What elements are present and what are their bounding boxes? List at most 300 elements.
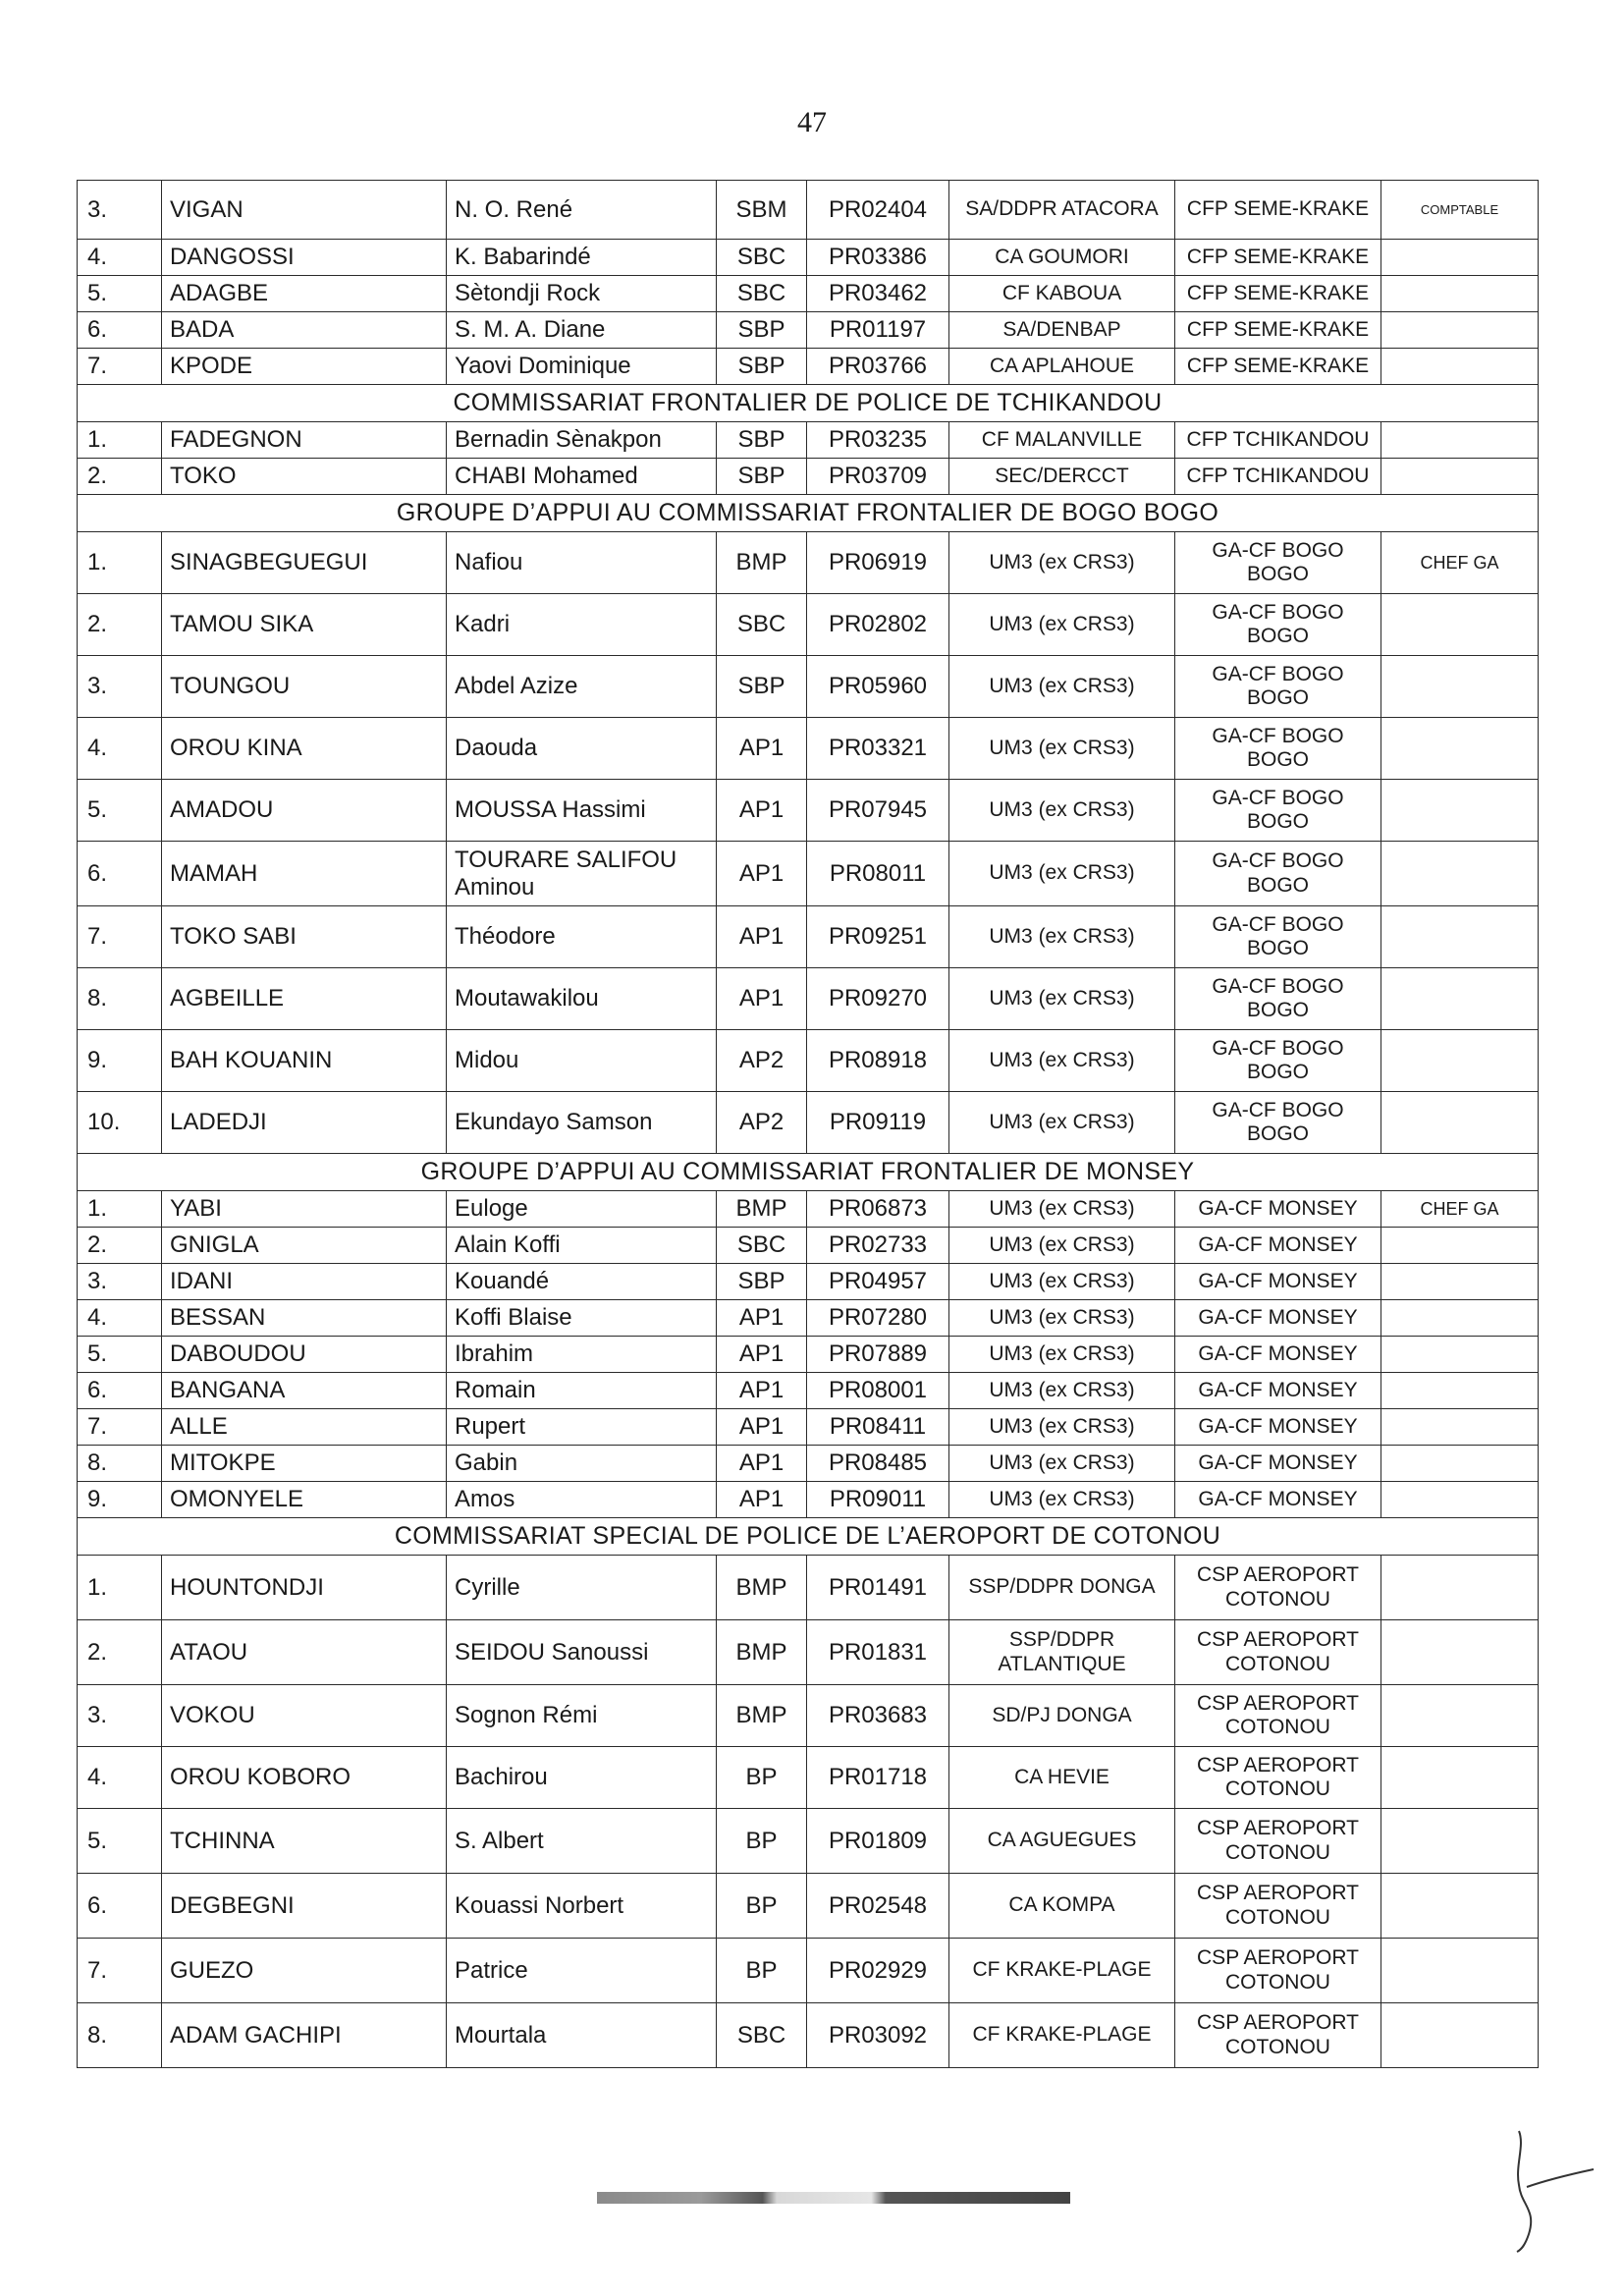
- grade-cell: SBC: [717, 2003, 807, 2068]
- first-names-cell: Koffi Blaise: [447, 1300, 717, 1337]
- registration-number-cell: PR03321: [807, 718, 949, 780]
- observation-cell: [1381, 422, 1539, 459]
- table-row: [78, 1264, 1539, 1300]
- assignment-cell: CSP AEROPORT COTONOU: [1175, 1556, 1381, 1620]
- table-row: [78, 1939, 1539, 2003]
- registration-number-cell: PR09119: [807, 1092, 949, 1154]
- origin-unit-cell: CF KABOUA: [949, 276, 1175, 312]
- table-row: [78, 718, 1539, 780]
- table-row: [78, 1337, 1539, 1373]
- registration-number-cell: PR02929: [807, 1939, 949, 2003]
- last-name-cell: HOUNTONDJI: [162, 1556, 447, 1620]
- assignment-cell: CSP AEROPORT COTONOU: [1175, 1809, 1381, 1874]
- first-names-cell: Rupert: [447, 1409, 717, 1446]
- registration-number-cell: PR02404: [807, 181, 949, 240]
- origin-unit-cell: UM3 (ex CRS3): [949, 1300, 1175, 1337]
- section-title: GROUPE D’APPUI AU COMMISSARIAT FRONTALIER DE BOGO BOGO: [78, 495, 1539, 532]
- first-names-cell: K. Babarindé: [447, 240, 717, 276]
- grade-cell: SBC: [717, 1228, 807, 1264]
- table-row: [78, 1092, 1539, 1154]
- assignment-cell: GA-CF BOGO BOGO: [1175, 656, 1381, 718]
- table-row: [78, 1685, 1539, 1747]
- grade-cell: SBP: [717, 656, 807, 718]
- row-number-cell: 10.: [78, 1092, 162, 1154]
- origin-unit-cell: UM3 (ex CRS3): [949, 1030, 1175, 1092]
- grade-cell: SBP: [717, 349, 807, 385]
- row-number-cell: 5.: [78, 1809, 162, 1874]
- last-name-cell: AMADOU: [162, 780, 447, 842]
- grade-cell: AP1: [717, 1337, 807, 1373]
- row-number-cell: 3.: [78, 181, 162, 240]
- observation-cell: [1381, 1620, 1539, 1685]
- grade-cell: BP: [717, 1809, 807, 1874]
- section-title: COMMISSARIAT SPECIAL DE POLICE DE L’AEROPORT DE COTONOU: [78, 1518, 1539, 1556]
- last-name-cell: DANGOSSI: [162, 240, 447, 276]
- assignment-cell: GA-CF BOGO BOGO: [1175, 842, 1381, 906]
- section-title: GROUPE D’APPUI AU COMMISSARIAT FRONTALIER DE MONSEY: [78, 1154, 1539, 1191]
- table-row: [78, 1373, 1539, 1409]
- grade-cell: AP1: [717, 1300, 807, 1337]
- first-names-cell: Sètondji Rock: [447, 276, 717, 312]
- last-name-cell: VOKOU: [162, 1685, 447, 1747]
- first-names-cell: MOUSSA Hassimi: [447, 780, 717, 842]
- row-number-cell: 9.: [78, 1482, 162, 1518]
- observation-cell: [1381, 594, 1539, 656]
- origin-unit-cell: SA/DENBAP: [949, 312, 1175, 349]
- assignment-cell: CFP SEME-KRAKE: [1175, 240, 1381, 276]
- assignment-cell: GA-CF MONSEY: [1175, 1191, 1381, 1228]
- last-name-cell: OROU KOBORO: [162, 1747, 447, 1809]
- observation-cell: [1381, 842, 1539, 906]
- observation-cell: COMPTABLE: [1381, 181, 1539, 240]
- row-number-cell: 5.: [78, 1337, 162, 1373]
- personnel-roster-table: [77, 180, 1539, 2068]
- first-names-cell: Gabin: [447, 1446, 717, 1482]
- last-name-cell: ALLE: [162, 1409, 447, 1446]
- table-row: [78, 2003, 1539, 2068]
- last-name-cell: KPODE: [162, 349, 447, 385]
- last-name-cell: TOKO: [162, 459, 447, 495]
- row-number-cell: 2.: [78, 459, 162, 495]
- registration-number-cell: PR01491: [807, 1556, 949, 1620]
- assignment-cell: GA-CF BOGO BOGO: [1175, 718, 1381, 780]
- last-name-cell: LADEDJI: [162, 1092, 447, 1154]
- row-number-cell: 5.: [78, 276, 162, 312]
- assignment-cell: GA-CF MONSEY: [1175, 1300, 1381, 1337]
- last-name-cell: TOKO SABI: [162, 906, 447, 968]
- row-number-cell: 3.: [78, 656, 162, 718]
- first-names-cell: Moutawakilou: [447, 968, 717, 1030]
- origin-unit-cell: UM3 (ex CRS3): [949, 906, 1175, 968]
- roster-body: [78, 181, 1539, 2068]
- registration-number-cell: PR03683: [807, 1685, 949, 1747]
- assignment-cell: CFP SEME-KRAKE: [1175, 276, 1381, 312]
- origin-unit-cell: CF MALANVILLE: [949, 422, 1175, 459]
- first-names-cell: Daouda: [447, 718, 717, 780]
- origin-unit-cell: UM3 (ex CRS3): [949, 718, 1175, 780]
- first-names-cell: Kadri: [447, 594, 717, 656]
- grade-cell: BP: [717, 1747, 807, 1809]
- first-names-cell: Sognon Rémi: [447, 1685, 717, 1747]
- assignment-cell: GA-CF MONSEY: [1175, 1409, 1381, 1446]
- assignment-cell: GA-CF BOGO BOGO: [1175, 906, 1381, 968]
- grade-cell: BMP: [717, 1685, 807, 1747]
- table-row: [78, 1228, 1539, 1264]
- assignment-cell: CSP AEROPORT COTONOU: [1175, 1874, 1381, 1939]
- origin-unit-cell: UM3 (ex CRS3): [949, 1409, 1175, 1446]
- observation-cell: [1381, 1300, 1539, 1337]
- origin-unit-cell: UM3 (ex CRS3): [949, 842, 1175, 906]
- table-row: [78, 181, 1539, 240]
- observation-cell: [1381, 1939, 1539, 2003]
- first-names-cell: Patrice: [447, 1939, 717, 2003]
- last-name-cell: TOUNGOU: [162, 656, 447, 718]
- assignment-cell: CFP TCHIKANDOU: [1175, 459, 1381, 495]
- first-names-cell: Ekundayo Samson: [447, 1092, 717, 1154]
- last-name-cell: TAMOU SIKA: [162, 594, 447, 656]
- origin-unit-cell: SA/DDPR ATACORA: [949, 181, 1175, 240]
- grade-cell: SBC: [717, 240, 807, 276]
- assignment-cell: GA-CF BOGO BOGO: [1175, 968, 1381, 1030]
- observation-cell: [1381, 1874, 1539, 1939]
- origin-unit-cell: UM3 (ex CRS3): [949, 1446, 1175, 1482]
- first-names-cell: Bernadin Sènakpon: [447, 422, 717, 459]
- assignment-cell: CSP AEROPORT COTONOU: [1175, 1620, 1381, 1685]
- last-name-cell: BANGANA: [162, 1373, 447, 1409]
- last-name-cell: OROU KINA: [162, 718, 447, 780]
- observation-cell: [1381, 2003, 1539, 2068]
- first-names-cell: Yaovi Dominique: [447, 349, 717, 385]
- observation-cell: [1381, 1446, 1539, 1482]
- first-names-cell: Bachirou: [447, 1747, 717, 1809]
- row-number-cell: 6.: [78, 1874, 162, 1939]
- observation-cell: [1381, 312, 1539, 349]
- row-number-cell: 4.: [78, 240, 162, 276]
- registration-number-cell: PR01831: [807, 1620, 949, 1685]
- row-number-cell: 8.: [78, 968, 162, 1030]
- registration-number-cell: PR04957: [807, 1264, 949, 1300]
- grade-cell: BMP: [717, 1620, 807, 1685]
- last-name-cell: BAH KOUANIN: [162, 1030, 447, 1092]
- origin-unit-cell: CA HEVIE: [949, 1747, 1175, 1809]
- last-name-cell: AGBEILLE: [162, 968, 447, 1030]
- observation-cell: [1381, 718, 1539, 780]
- assignment-cell: CFP SEME-KRAKE: [1175, 349, 1381, 385]
- assignment-cell: CSP AEROPORT COTONOU: [1175, 1685, 1381, 1747]
- section-title: COMMISSARIAT FRONTALIER DE POLICE DE TCHIKANDOU: [78, 385, 1539, 422]
- table-row: [78, 532, 1539, 594]
- last-name-cell: MITOKPE: [162, 1446, 447, 1482]
- origin-unit-cell: CA GOUMORI: [949, 240, 1175, 276]
- section-header-row: [78, 1154, 1539, 1191]
- first-names-cell: Abdel Azize: [447, 656, 717, 718]
- table-row: [78, 1300, 1539, 1337]
- origin-unit-cell: SD/PJ DONGA: [949, 1685, 1175, 1747]
- registration-number-cell: PR08411: [807, 1409, 949, 1446]
- grade-cell: AP1: [717, 906, 807, 968]
- grade-cell: AP1: [717, 718, 807, 780]
- observation-cell: [1381, 1092, 1539, 1154]
- row-number-cell: 7.: [78, 349, 162, 385]
- scan-edge-bar: [597, 2192, 1070, 2204]
- table-row: [78, 1809, 1539, 1874]
- grade-cell: BP: [717, 1939, 807, 2003]
- first-names-cell: SEIDOU Sanoussi: [447, 1620, 717, 1685]
- observation-cell: [1381, 1482, 1539, 1518]
- table-row: [78, 1874, 1539, 1939]
- table-row: [78, 1747, 1539, 1809]
- row-number-cell: 3.: [78, 1264, 162, 1300]
- registration-number-cell: PR02802: [807, 594, 949, 656]
- grade-cell: SBP: [717, 459, 807, 495]
- first-names-cell: S. M. A. Diane: [447, 312, 717, 349]
- table-row: [78, 459, 1539, 495]
- table-row: [78, 842, 1539, 906]
- first-names-cell: Alain Koffi: [447, 1228, 717, 1264]
- row-number-cell: 7.: [78, 1939, 162, 2003]
- grade-cell: SBM: [717, 181, 807, 240]
- observation-cell: [1381, 240, 1539, 276]
- grade-cell: AP1: [717, 1373, 807, 1409]
- last-name-cell: ATAOU: [162, 1620, 447, 1685]
- section-header-row: [78, 385, 1539, 422]
- grade-cell: AP1: [717, 968, 807, 1030]
- assignment-cell: GA-CF MONSEY: [1175, 1373, 1381, 1409]
- grade-cell: BMP: [717, 532, 807, 594]
- row-number-cell: 8.: [78, 2003, 162, 2068]
- last-name-cell: DABOUDOU: [162, 1337, 447, 1373]
- grade-cell: AP1: [717, 780, 807, 842]
- observation-cell: [1381, 1685, 1539, 1747]
- assignment-cell: GA-CF MONSEY: [1175, 1228, 1381, 1264]
- grade-cell: BP: [717, 1874, 807, 1939]
- assignment-cell: GA-CF MONSEY: [1175, 1446, 1381, 1482]
- row-number-cell: 1.: [78, 1191, 162, 1228]
- observation-cell: [1381, 276, 1539, 312]
- grade-cell: SBC: [717, 276, 807, 312]
- table-row: [78, 276, 1539, 312]
- row-number-cell: 1.: [78, 532, 162, 594]
- origin-unit-cell: UM3 (ex CRS3): [949, 968, 1175, 1030]
- origin-unit-cell: UM3 (ex CRS3): [949, 1337, 1175, 1373]
- origin-unit-cell: UM3 (ex CRS3): [949, 1092, 1175, 1154]
- grade-cell: SBC: [717, 594, 807, 656]
- handwritten-signature: [1507, 2126, 1596, 2254]
- origin-unit-cell: UM3 (ex CRS3): [949, 780, 1175, 842]
- table-row: [78, 349, 1539, 385]
- last-name-cell: OMONYELE: [162, 1482, 447, 1518]
- table-row: [78, 1409, 1539, 1446]
- last-name-cell: VIGAN: [162, 181, 447, 240]
- row-number-cell: 9.: [78, 1030, 162, 1092]
- first-names-cell: Ibrahim: [447, 1337, 717, 1373]
- assignment-cell: CFP SEME-KRAKE: [1175, 312, 1381, 349]
- registration-number-cell: PR09011: [807, 1482, 949, 1518]
- assignment-cell: CSP AEROPORT COTONOU: [1175, 1939, 1381, 2003]
- first-names-cell: S. Albert: [447, 1809, 717, 1874]
- registration-number-cell: PR07945: [807, 780, 949, 842]
- origin-unit-cell: SEC/DERCCT: [949, 459, 1175, 495]
- observation-cell: [1381, 1747, 1539, 1809]
- origin-unit-cell: UM3 (ex CRS3): [949, 1191, 1175, 1228]
- observation-cell: [1381, 968, 1539, 1030]
- table-row: [78, 240, 1539, 276]
- registration-number-cell: PR05960: [807, 656, 949, 718]
- origin-unit-cell: UM3 (ex CRS3): [949, 1228, 1175, 1264]
- table-row: [78, 1030, 1539, 1092]
- observation-cell: [1381, 459, 1539, 495]
- last-name-cell: SINAGBEGUEGUI: [162, 532, 447, 594]
- grade-cell: AP1: [717, 1409, 807, 1446]
- table-row: [78, 780, 1539, 842]
- row-number-cell: 2.: [78, 594, 162, 656]
- row-number-cell: 4.: [78, 1300, 162, 1337]
- first-names-cell: TOURARE SALIFOU Aminou: [447, 842, 717, 906]
- assignment-cell: CFP SEME-KRAKE: [1175, 181, 1381, 240]
- origin-unit-cell: SSP/DDPR ATLANTIQUE: [949, 1620, 1175, 1685]
- assignment-cell: GA-CF BOGO BOGO: [1175, 532, 1381, 594]
- origin-unit-cell: UM3 (ex CRS3): [949, 656, 1175, 718]
- row-number-cell: 6.: [78, 312, 162, 349]
- table-row: [78, 422, 1539, 459]
- row-number-cell: 2.: [78, 1620, 162, 1685]
- observation-cell: [1381, 1409, 1539, 1446]
- row-number-cell: 5.: [78, 780, 162, 842]
- registration-number-cell: PR06919: [807, 532, 949, 594]
- grade-cell: SBP: [717, 422, 807, 459]
- row-number-cell: 7.: [78, 906, 162, 968]
- first-names-cell: Mourtala: [447, 2003, 717, 2068]
- observation-cell: [1381, 780, 1539, 842]
- observation-cell: [1381, 1556, 1539, 1620]
- registration-number-cell: PR03092: [807, 2003, 949, 2068]
- assignment-cell: CSP AEROPORT COTONOU: [1175, 2003, 1381, 2068]
- registration-number-cell: PR02733: [807, 1228, 949, 1264]
- observation-cell: [1381, 1373, 1539, 1409]
- last-name-cell: GUEZO: [162, 1939, 447, 2003]
- grade-cell: SBP: [717, 1264, 807, 1300]
- first-names-cell: Euloge: [447, 1191, 717, 1228]
- observation-cell: CHEF GA: [1381, 532, 1539, 594]
- table-row: [78, 656, 1539, 718]
- grade-cell: SBP: [717, 312, 807, 349]
- first-names-cell: Kouandé: [447, 1264, 717, 1300]
- last-name-cell: ADAM GACHIPI: [162, 2003, 447, 2068]
- registration-number-cell: PR01809: [807, 1809, 949, 1874]
- assignment-cell: GA-CF BOGO BOGO: [1175, 1030, 1381, 1092]
- registration-number-cell: PR03462: [807, 276, 949, 312]
- origin-unit-cell: UM3 (ex CRS3): [949, 594, 1175, 656]
- last-name-cell: ADAGBE: [162, 276, 447, 312]
- registration-number-cell: PR01718: [807, 1747, 949, 1809]
- grade-cell: AP1: [717, 1482, 807, 1518]
- observation-cell: CHEF GA: [1381, 1191, 1539, 1228]
- grade-cell: BMP: [717, 1191, 807, 1228]
- assignment-cell: GA-CF MONSEY: [1175, 1264, 1381, 1300]
- origin-unit-cell: CA AGUEGUES: [949, 1809, 1175, 1874]
- last-name-cell: DEGBEGNI: [162, 1874, 447, 1939]
- origin-unit-cell: UM3 (ex CRS3): [949, 1373, 1175, 1409]
- first-names-cell: Nafiou: [447, 532, 717, 594]
- row-number-cell: 6.: [78, 842, 162, 906]
- origin-unit-cell: CF KRAKE-PLAGE: [949, 1939, 1175, 2003]
- row-number-cell: 4.: [78, 718, 162, 780]
- origin-unit-cell: UM3 (ex CRS3): [949, 532, 1175, 594]
- first-names-cell: Théodore: [447, 906, 717, 968]
- observation-cell: [1381, 1228, 1539, 1264]
- registration-number-cell: PR02548: [807, 1874, 949, 1939]
- registration-number-cell: PR01197: [807, 312, 949, 349]
- assignment-cell: CFP TCHIKANDOU: [1175, 422, 1381, 459]
- table-row: [78, 1620, 1539, 1685]
- row-number-cell: 8.: [78, 1446, 162, 1482]
- observation-cell: [1381, 1264, 1539, 1300]
- registration-number-cell: PR09251: [807, 906, 949, 968]
- origin-unit-cell: UM3 (ex CRS3): [949, 1482, 1175, 1518]
- origin-unit-cell: SSP/DDPR DONGA: [949, 1556, 1175, 1620]
- first-names-cell: CHABI Mohamed: [447, 459, 717, 495]
- row-number-cell: 2.: [78, 1228, 162, 1264]
- first-names-cell: Cyrille: [447, 1556, 717, 1620]
- row-number-cell: 3.: [78, 1685, 162, 1747]
- registration-number-cell: PR09270: [807, 968, 949, 1030]
- row-number-cell: 1.: [78, 422, 162, 459]
- grade-cell: AP2: [717, 1030, 807, 1092]
- page-number: 47: [797, 106, 827, 138]
- registration-number-cell: PR06873: [807, 1191, 949, 1228]
- first-names-cell: Romain: [447, 1373, 717, 1409]
- assignment-cell: GA-CF MONSEY: [1175, 1337, 1381, 1373]
- registration-number-cell: PR08918: [807, 1030, 949, 1092]
- last-name-cell: FADEGNON: [162, 422, 447, 459]
- observation-cell: [1381, 1337, 1539, 1373]
- table-row: [78, 906, 1539, 968]
- assignment-cell: GA-CF BOGO BOGO: [1175, 780, 1381, 842]
- table-row: [78, 968, 1539, 1030]
- table-row: [78, 1556, 1539, 1620]
- row-number-cell: 1.: [78, 1556, 162, 1620]
- assignment-cell: GA-CF MONSEY: [1175, 1482, 1381, 1518]
- section-header-row: [78, 495, 1539, 532]
- assignment-cell: GA-CF BOGO BOGO: [1175, 1092, 1381, 1154]
- table-row: [78, 1191, 1539, 1228]
- last-name-cell: MAMAH: [162, 842, 447, 906]
- first-names-cell: Amos: [447, 1482, 717, 1518]
- row-number-cell: 4.: [78, 1747, 162, 1809]
- origin-unit-cell: CA APLAHOUE: [949, 349, 1175, 385]
- last-name-cell: GNIGLA: [162, 1228, 447, 1264]
- registration-number-cell: PR03386: [807, 240, 949, 276]
- grade-cell: AP2: [717, 1092, 807, 1154]
- registration-number-cell: PR08011: [807, 842, 949, 906]
- registration-number-cell: PR07280: [807, 1300, 949, 1337]
- last-name-cell: BESSAN: [162, 1300, 447, 1337]
- observation-cell: [1381, 349, 1539, 385]
- table-row: [78, 1482, 1539, 1518]
- assignment-cell: GA-CF BOGO BOGO: [1175, 594, 1381, 656]
- first-names-cell: N. O. René: [447, 181, 717, 240]
- observation-cell: [1381, 656, 1539, 718]
- registration-number-cell: PR07889: [807, 1337, 949, 1373]
- grade-cell: AP1: [717, 1446, 807, 1482]
- first-names-cell: Kouassi Norbert: [447, 1874, 717, 1939]
- registration-number-cell: PR08485: [807, 1446, 949, 1482]
- observation-cell: [1381, 1030, 1539, 1092]
- observation-cell: [1381, 1809, 1539, 1874]
- last-name-cell: IDANI: [162, 1264, 447, 1300]
- last-name-cell: BADA: [162, 312, 447, 349]
- registration-number-cell: PR03709: [807, 459, 949, 495]
